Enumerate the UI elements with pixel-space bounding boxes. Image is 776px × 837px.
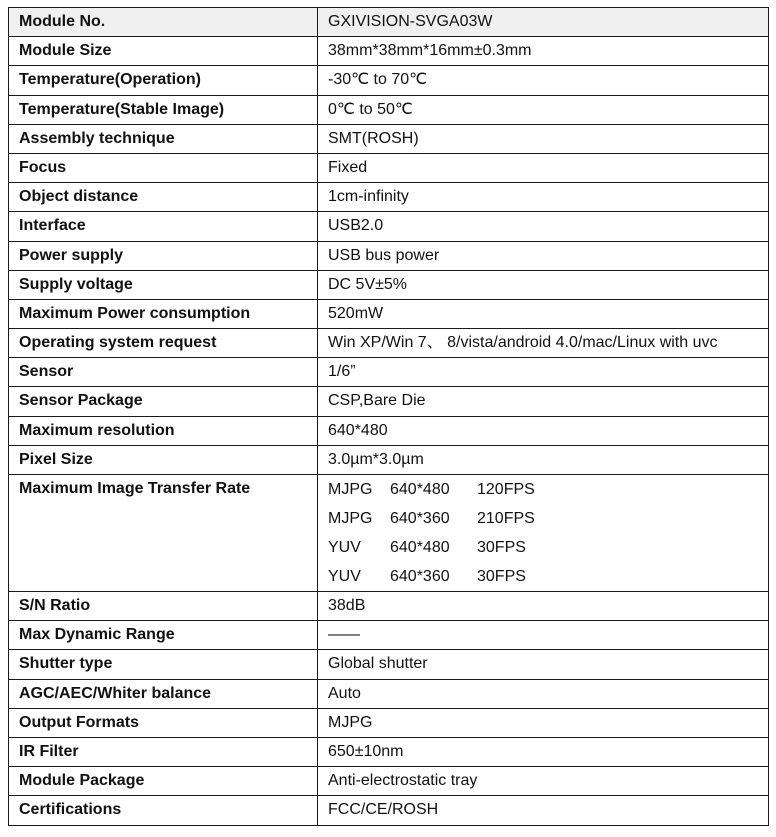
table-row-temperature-stable <box>9 95 769 124</box>
spec-label: Interface <box>9 212 318 241</box>
transfer-mode <box>328 504 768 533</box>
table-row-sensor-package <box>9 387 769 416</box>
table-row-max-resolution <box>9 416 769 445</box>
spec-value: SMT(ROSH) <box>318 124 769 153</box>
mode-fps: 120FPS <box>477 481 535 498</box>
table-row-supply-voltage <box>9 270 769 299</box>
spec-value: MJPG <box>318 708 769 737</box>
transfer-mode <box>328 562 768 591</box>
spec-label: Object distance <box>9 183 318 212</box>
spec-table <box>8 7 769 826</box>
spec-value: Win XP/Win 7、 8/vista/android 4.0/mac/Linux with uvc <box>318 329 769 358</box>
transfer-mode <box>328 533 768 562</box>
spec-value: Global shutter <box>318 650 769 679</box>
table-row-shutter-type <box>9 650 769 679</box>
spec-label: Output Formats <box>9 708 318 737</box>
table-row-agc-aec <box>9 679 769 708</box>
spec-label: Module No. <box>9 8 318 37</box>
spec-label: Maximum resolution <box>9 416 318 445</box>
spec-value: 520mW <box>318 299 769 328</box>
table-row-module-size <box>9 37 769 66</box>
table-row-assembly <box>9 124 769 153</box>
mode-format: YUV <box>328 539 361 556</box>
spec-value: Auto <box>318 679 769 708</box>
table-row-module-package <box>9 767 769 796</box>
spec-value: FCC/CE/ROSH <box>318 796 769 825</box>
spec-value: GXIVISION-SVGA03W <box>318 8 769 37</box>
spec-label: S/N Ratio <box>9 592 318 621</box>
spec-label: Supply voltage <box>9 270 318 299</box>
mode-resolution: 640*480 <box>390 481 450 498</box>
spec-label: Shutter type <box>9 650 318 679</box>
table-row-power-consumption <box>9 299 769 328</box>
table-row-ir-filter <box>9 737 769 766</box>
spec-label: AGC/AEC/Whiter balance <box>9 679 318 708</box>
mode-format: MJPG <box>328 481 373 498</box>
table-row-focus <box>9 153 769 182</box>
mode-resolution: 640*360 <box>390 510 450 527</box>
spec-label: Operating system request <box>9 329 318 358</box>
mode-fps: 30FPS <box>477 568 526 585</box>
spec-label: Pixel Size <box>9 445 318 474</box>
table-row-object-distance <box>9 183 769 212</box>
spec-label: Power supply <box>9 241 318 270</box>
mode-resolution: 640*360 <box>390 568 450 585</box>
spec-value: —— <box>318 621 769 650</box>
mode-fps: 210FPS <box>477 510 535 527</box>
spec-label: Assembly technique <box>9 124 318 153</box>
transfer-mode <box>328 475 768 504</box>
spec-value: Anti-electrostatic tray <box>318 767 769 796</box>
mode-format: MJPG <box>328 510 373 527</box>
mode-format: YUV <box>328 568 361 585</box>
table-row-module-no <box>9 8 769 37</box>
table-row-interface <box>9 212 769 241</box>
table-row-transfer-rate <box>9 475 769 592</box>
table-row-sensor <box>9 358 769 387</box>
spec-value: -30℃ to 70℃ <box>318 66 769 95</box>
spec-value: 38mm*38mm*16mm±0.3mm <box>318 37 769 66</box>
table-row-dynamic-range <box>9 621 769 650</box>
table-row-output-formats <box>9 708 769 737</box>
spec-value: 640*480 <box>318 416 769 445</box>
spec-value: CSP,Bare Die <box>318 387 769 416</box>
table-row-operating-system <box>9 329 769 358</box>
spec-value: 38dB <box>318 592 769 621</box>
spec-value: 1/6” <box>318 358 769 387</box>
table-row-power-supply <box>9 241 769 270</box>
mode-resolution: 640*480 <box>390 539 450 556</box>
spec-value: 1cm-infinity <box>318 183 769 212</box>
table-row-pixel-size <box>9 445 769 474</box>
spec-value: USB2.0 <box>318 212 769 241</box>
spec-label: Temperature(Operation) <box>9 66 318 95</box>
spec-value: DC 5V±5% <box>318 270 769 299</box>
spec-value: USB bus power <box>318 241 769 270</box>
table-row-sn-ratio <box>9 592 769 621</box>
spec-value-transfer-modes <box>318 475 769 592</box>
spec-label: Sensor <box>9 358 318 387</box>
spec-label: Maximum Power consumption <box>9 299 318 328</box>
spec-value: Fixed <box>318 153 769 182</box>
spec-label: Maximum Image Transfer Rate <box>9 475 318 592</box>
spec-label: Certifications <box>9 796 318 825</box>
spec-label: Max Dynamic Range <box>9 621 318 650</box>
table-row-temperature-operation <box>9 66 769 95</box>
spec-value: 3.0µm*3.0µm <box>318 445 769 474</box>
spec-label: Focus <box>9 153 318 182</box>
table-row-certifications <box>9 796 769 825</box>
spec-value: 650±10nm <box>318 737 769 766</box>
spec-label: IR Filter <box>9 737 318 766</box>
mode-fps: 30FPS <box>477 539 526 556</box>
spec-label: Sensor Package <box>9 387 318 416</box>
spec-value: 0℃ to 50℃ <box>318 95 769 124</box>
spec-label: Module Size <box>9 37 318 66</box>
spec-label: Temperature(Stable Image) <box>9 95 318 124</box>
spec-label: Module Package <box>9 767 318 796</box>
